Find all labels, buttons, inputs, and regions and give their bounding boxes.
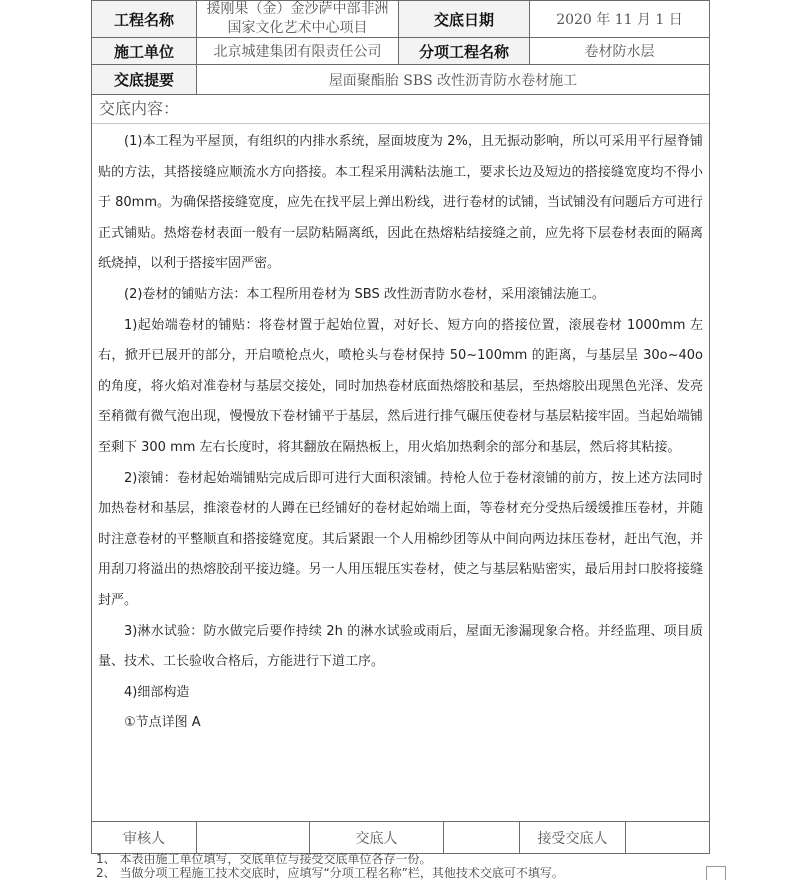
paragraph-2: (2)卷材的铺贴方法：本工程所用卷材为 SBS 改性沥青防水卷材，采用滚铺法施工。 — [124, 286, 605, 302]
content-body — [92, 124, 709, 739]
unit-label: 施工单位 — [92, 38, 196, 64]
paragraph-7: ①节点详图 A — [124, 715, 201, 731]
paragraph-1: (1)本工程为平屋顶，有组织的内排水系统，屋面坡度为 2%，且无振动影响，所以可采用平行屋脊铺贴的方法，其搭接缝应顺流水方向搭接。本工程采用满粘法施工，要求长边及短边的搭接缝宽度均不得小于 80mm。为确保搭接缝宽度，应先在找平层上弹出粉线，进行卷材的试铺，当试铺没有问题后方可进行正式铺贴。热熔卷材表面一般有一层防粘隔离纸，因此在热熔粘结接缝之前，应先将下层卷材表面的隔离纸烧掉，以利于搭接牢固严密。 — [98, 134, 704, 272]
project-label: 工程名称 — [92, 1, 196, 37]
sub-value: 卷材防水层 — [529, 38, 709, 64]
presenter-sign-field[interactable] — [443, 822, 519, 853]
signature-row — [91, 822, 710, 854]
project-value: 援刚果（金）金沙萨中部非洲国家文化艺术中心项目 — [196, 1, 398, 37]
unit-value: 北京城建集团有限责任公司 — [196, 38, 398, 64]
note-1: 1、 本表由施工单位填写，交底单位与接受交底单位各存一份。 — [96, 852, 432, 866]
reviewer-label: 审核人 — [123, 830, 165, 847]
summary-value: 屋面聚酯胎 SBS 改性沥青防水卷材施工 — [196, 65, 709, 94]
paragraph-6: 4)细部构造 — [124, 684, 190, 700]
paragraph-5: 3)淋水试验：防水做完后要作持续 2h 的淋水试验或雨后，屋面无渗漏现象合格。并经监理、项目质量、技术、工长验收合格后，方能进行下道工序。 — [98, 623, 703, 670]
corner-marker — [706, 866, 726, 880]
note-2: 2、 当做分项工程施工技术交底时，应填写“分项工程名称”栏，其他技术交底可不填写。 — [96, 866, 564, 880]
receiver-sign-field[interactable] — [625, 822, 709, 853]
sub-label: 分项工程名称 — [398, 38, 529, 64]
presenter-label: 交底人 — [309, 822, 443, 853]
receiver-label: 接受交底人 — [519, 822, 625, 853]
footnotes — [96, 852, 564, 880]
date-label: 交底日期 — [398, 1, 529, 37]
row-summary — [91, 65, 710, 95]
paragraph-3: 1)起始端卷材的铺贴：将卷材置于起始位置，对好长、短方向的搭接位置，滚展卷材 1000mm 左右，掀开已展开的部分，开启喷枪点火，喷枪头与卷材保持 50~100mm 的距离，与基层呈 30o~40o 的角度，将火焰对准卷材与基层交接处，同时加热卷材底面热熔胶和基层，至热熔胶出现黑色光泽、发亮至稍微有微气泡出现，慢慢放下卷材铺平于基层，然后进行排气碾压使卷材与基层粘接牢固。当起始端铺至剩下 300 mm 左右长度时，将其翻放在隔热板上，用火焰加热剩余的部分和基层，然后将其粘接。 — [98, 317, 703, 455]
date-value: 2020 年 11 月 1 日 — [529, 1, 709, 37]
summary-label: 交底提要 — [92, 65, 196, 94]
content-section — [91, 95, 710, 822]
paragraph-4: 2)滚铺：卷材起始端铺贴完成后即可进行大面积滚铺。持枪人位于卷材滚铺的前方，按上述方法同时加热卷材和基层，推滚卷材的人蹲在已经铺好的卷材起始端上面，等卷材充分受热后缓缓推压卷材，并随时注意卷材的平整顺直和搭接缝宽度。其后紧跟一个人用棉纱团等从中间向两边抹压卷材，赶出气泡，并用刮刀将溢出的热熔胶刮平接边缝。另一人用压辊压实卷材，使之与基层粘贴密实，最后用封口胶将接缝封严。 — [98, 470, 703, 608]
content-title: 交底内容： — [92, 95, 709, 124]
row-project — [91, 0, 710, 38]
reviewer-sign-field[interactable] — [196, 822, 309, 853]
row-unit — [91, 38, 710, 65]
